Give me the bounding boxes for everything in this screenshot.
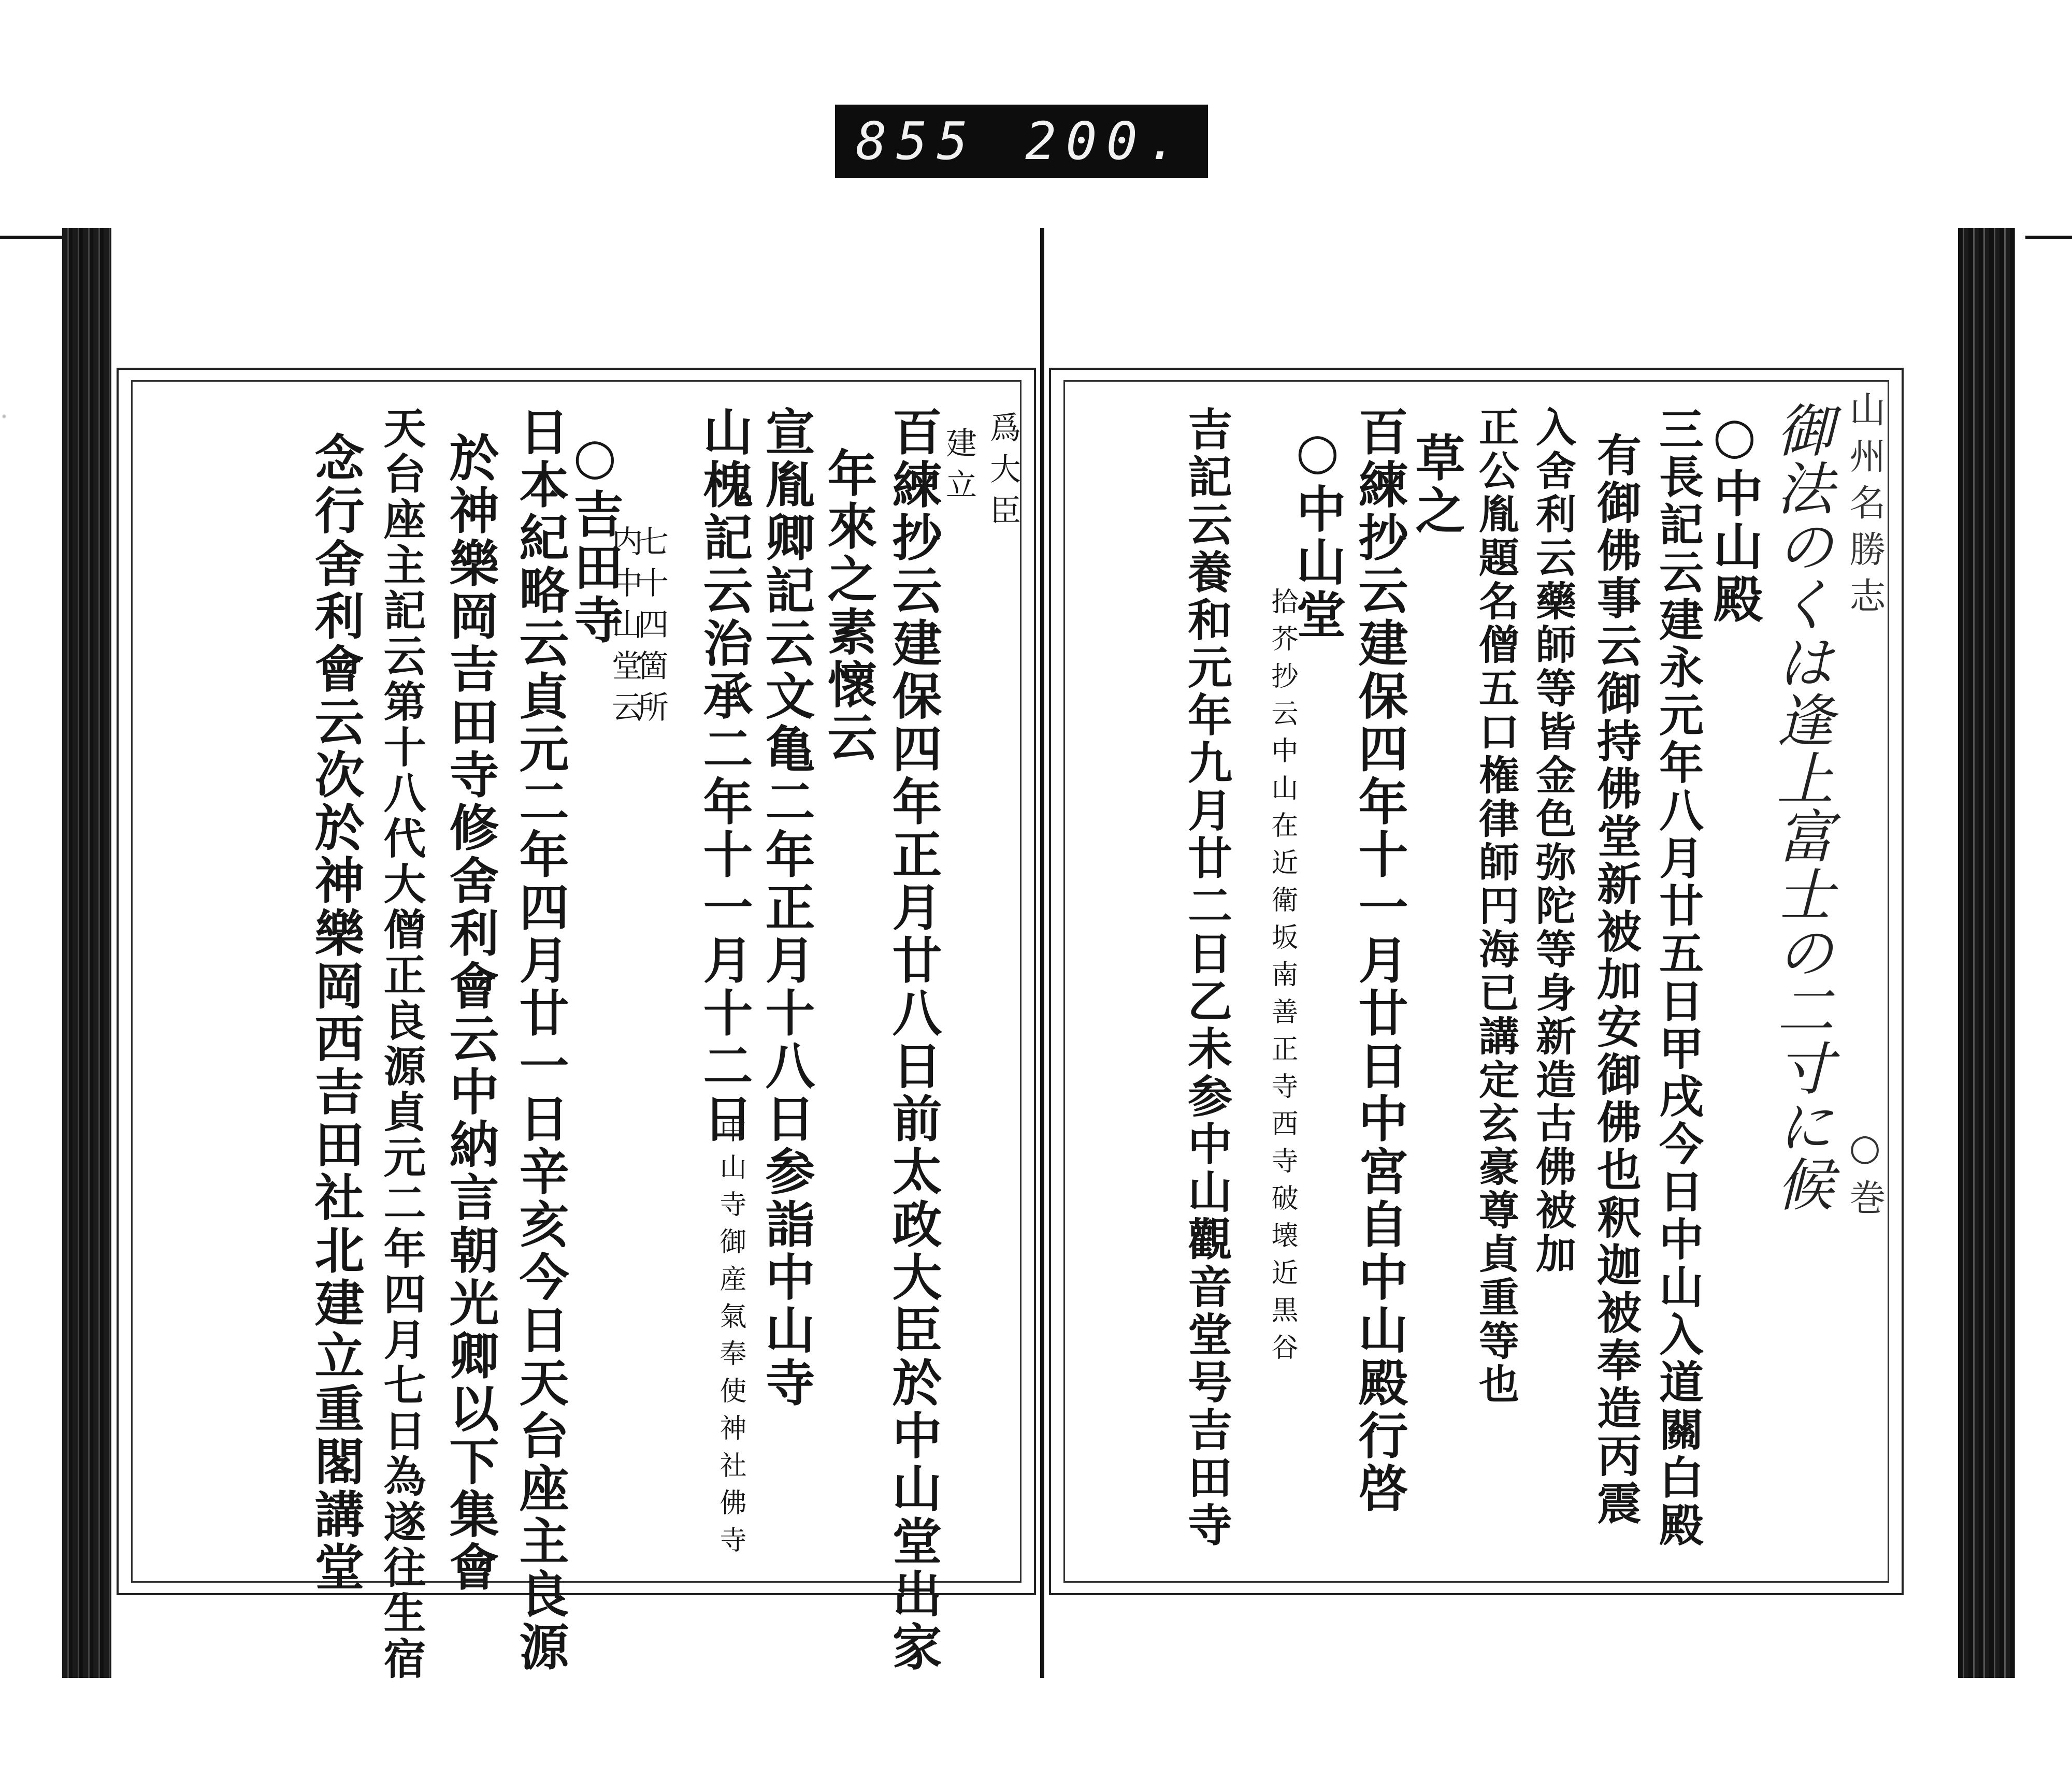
right-col-8: ○中山堂 xyxy=(1288,422,1347,642)
left-col-3: 百練抄云建保四年正月廿八日前太政大臣於中山堂出家 xyxy=(884,406,943,1674)
book-gutter xyxy=(1040,228,1044,1678)
left-col-6: 山槐記云治承二年十一月十二日 xyxy=(695,406,754,1146)
left-col-8: 七十四箇所 xyxy=(632,525,669,732)
left-page xyxy=(117,368,1036,1682)
left-col-1: 爲大臣 xyxy=(985,411,1021,536)
right-col-4: 入舍利云藥師等皆金色弥陀等身新造古佛被加 xyxy=(1529,406,1576,1276)
left-col-4: 年來之素懷云 xyxy=(819,447,878,764)
left-col-2: 建立 xyxy=(941,427,977,510)
right-col-5: 正公胤題名僧五口権律師円海已講定玄豪尊貞重等也 xyxy=(1472,406,1519,1407)
page-margin-volume: ○巻 xyxy=(1844,1126,1886,1225)
left-col-12: 天台座主記云第十八代大僧正良源貞元二年四月七日為遂往生宿 xyxy=(377,406,426,1682)
right-page xyxy=(1049,368,1904,1595)
open-book xyxy=(57,228,2015,1682)
frame-number-label xyxy=(835,105,1208,178)
left-col-10: 日本紀略云貞元二年四月廿一日辛亥今日天台座主良源 xyxy=(511,406,570,1674)
book-edge-right xyxy=(1958,228,2015,1678)
page-margin-title: 山州名勝志 xyxy=(1844,390,1886,624)
right-col-6: 草之 xyxy=(1407,432,1466,538)
book-edge-left xyxy=(62,228,111,1678)
right-col-1: ○中山殿 xyxy=(1705,406,1764,626)
left-col-5: 宣胤卿記云文亀二年正月十八日参詣中山寺 xyxy=(757,406,816,1410)
left-col-11: 於神樂岡吉田寺修舍利會云中納言朝光卿以下集會 xyxy=(441,432,500,1594)
left-col-13: 念行舍利會云次於神樂岡西吉田社北建立重閣講堂 xyxy=(307,432,365,1594)
right-col-8-note: 拾芥抄云中山在近衛坂南善正寺西寺破壊近黒谷 xyxy=(1267,587,1298,1370)
right-col-9: 吉記云養和元年九月廿二日乙未参中山觀音堂号吉田寺 xyxy=(1180,406,1232,1550)
left-col-9: 内中山堂云 xyxy=(607,525,643,732)
frame-number-right: 200. xyxy=(1025,111,1187,171)
scan-smudge xyxy=(2,414,6,418)
right-col-3: 有御佛事云御持佛堂新被加安御佛也釈迦被奉造丙震 xyxy=(1589,432,1642,1528)
scan-edge-right xyxy=(2025,236,2072,239)
right-col-2: 三長記云建永元年八月廿五日甲戌今日中山入道關白殿 xyxy=(1651,406,1704,1550)
right-col-7: 百練抄云建保四年十一月廿日中宮自中山殿行啓 xyxy=(1350,406,1409,1515)
left-col-6-note: 中山寺御産氣奉使神社佛寺 xyxy=(715,1116,746,1563)
frame-number-left: 855 xyxy=(856,111,977,171)
right-col-script: 御法のくは逢上富士の二寸に候 xyxy=(1767,401,1834,1213)
left-col-7: ○吉田寺 xyxy=(566,427,624,647)
